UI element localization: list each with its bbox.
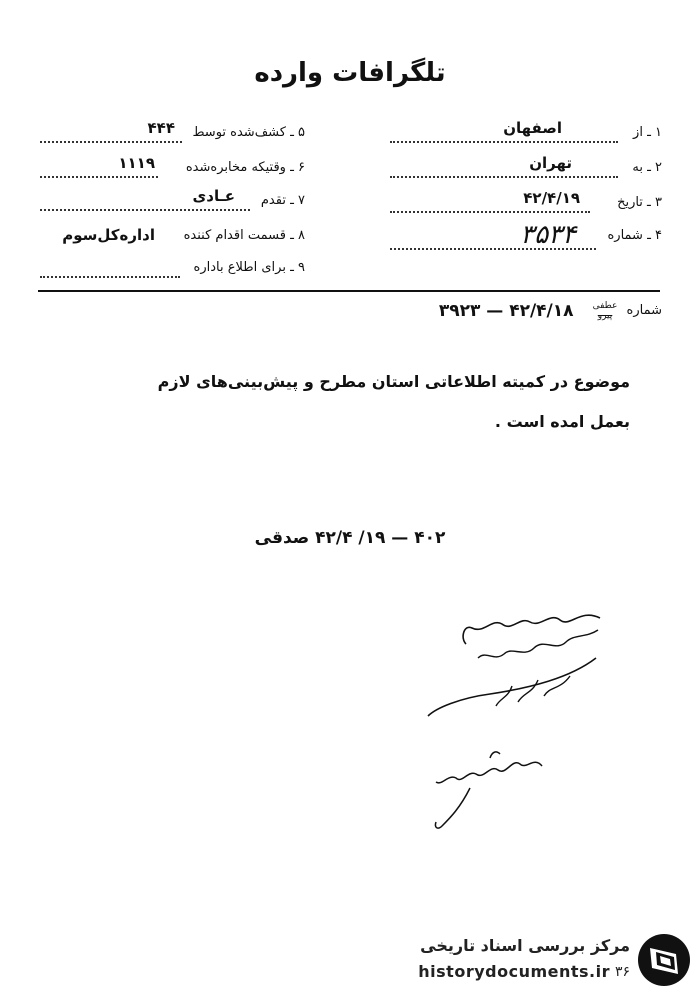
field-to xyxy=(390,154,662,180)
field-for-info xyxy=(40,260,305,280)
field-date-dots xyxy=(390,211,590,213)
watermark xyxy=(402,928,692,990)
reference-stamp-bottom: پیرو xyxy=(597,310,613,321)
reference-label: شماره xyxy=(626,303,662,318)
handwritten-note-2 xyxy=(430,748,550,838)
field-sent-time-dots xyxy=(40,176,158,178)
field-for-info-label: ۹ ـ برای اطلاع باداره xyxy=(193,260,305,275)
reference-stamp xyxy=(593,301,618,321)
field-from-label: ۱ ـ از xyxy=(633,125,662,140)
field-priority-label: ۷ ـ تقدم xyxy=(260,193,305,208)
field-decoded-by-label: ۵ ـ کشف‌شده توسط xyxy=(192,125,305,140)
body-line-2: بعمل امده است . xyxy=(494,412,630,431)
field-from xyxy=(390,119,662,145)
field-number xyxy=(390,220,662,252)
handwriting-svg-2 xyxy=(430,748,550,838)
field-number-value: ۳۵۳۴ xyxy=(520,220,576,250)
field-date-label: ۳ ـ تاریخ xyxy=(617,195,662,210)
reference-number: ۴۲/۴/۱۸ — ۳۹۲۳ xyxy=(438,300,574,321)
handwritten-note-1 xyxy=(420,598,620,728)
field-priority-dots xyxy=(40,209,250,211)
field-to-value: تهران xyxy=(529,154,572,172)
field-date-value: ۴۲/۴/۱۹ xyxy=(523,189,580,207)
field-to-label: ۲ ـ به xyxy=(632,160,662,175)
document-title: تلگرافات وارده xyxy=(254,58,446,88)
field-decoded-by-dots xyxy=(40,141,182,143)
field-from-value: اصفهان xyxy=(503,119,562,137)
field-decoded-by-value: ۴۴۴ xyxy=(147,119,175,137)
header-divider xyxy=(38,290,660,292)
field-to-dots xyxy=(390,176,618,178)
watermark-page-number: ۳۶ xyxy=(614,964,630,980)
field-date xyxy=(390,189,662,215)
body-line-1: موضوع در کمیته اطلاعاتی استان مطرح و پیش‌بینی‌های لازم xyxy=(157,372,630,391)
field-action-dept-value: اداره‌کل‌سوم xyxy=(62,226,155,244)
field-action-dept xyxy=(40,228,305,248)
field-sent-time-label: ۶ ـ وقتیکه مخابره‌شده xyxy=(185,160,305,175)
watermark-url: historydocuments.ir xyxy=(418,962,610,981)
field-sent-time-value: ۱۱۱۹ xyxy=(118,154,155,172)
field-decoded-by xyxy=(40,119,305,145)
field-for-info-dots xyxy=(40,276,180,278)
archive-logo-icon xyxy=(636,932,692,988)
watermark-title: مرکز بررسی اسناد تاریخی xyxy=(420,936,630,955)
handwriting-svg-1 xyxy=(420,598,620,728)
field-priority xyxy=(40,187,305,213)
closing-line: ۴۰۲ — ۱۹/ ۴۲/۴ صدقی xyxy=(254,528,446,548)
field-number-label: ۴ ـ شماره xyxy=(607,228,662,243)
reference-line xyxy=(439,300,662,321)
field-action-dept-label: ۸ ـ قسمت اقدام کننده xyxy=(183,228,305,243)
field-from-dots xyxy=(390,141,618,143)
field-priority-value: عـادی xyxy=(192,187,235,205)
reference-stamp-top: عطفی xyxy=(592,300,618,311)
field-sent-time xyxy=(40,154,305,180)
